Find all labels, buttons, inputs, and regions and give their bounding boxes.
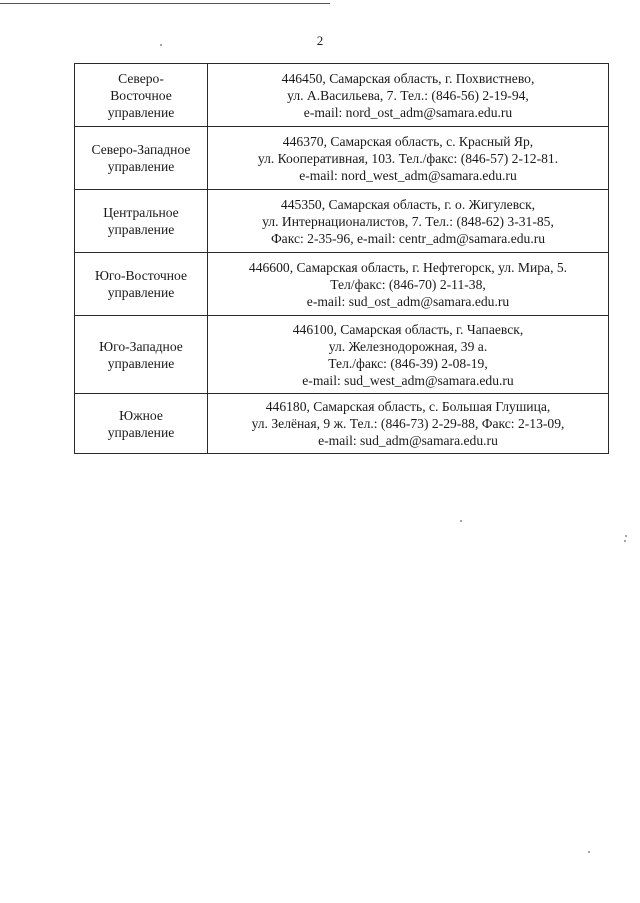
table-row — [75, 394, 609, 454]
contact-line: e-mail: sud_west_adm@samara.edu.ru — [302, 372, 514, 388]
scan-speck — [624, 540, 626, 542]
department-name-cell — [75, 127, 208, 190]
contact-line: e-mail: nord_ost_adm@samara.edu.ru — [303, 104, 513, 120]
contact-line: 446370, Самарская область, с. Красный Яр, — [282, 133, 534, 149]
department-name-line: управление — [107, 222, 175, 237]
scan-speck — [588, 851, 590, 853]
scan-top-line — [0, 3, 330, 4]
department-name-cell — [75, 253, 208, 316]
department-name-line: управление — [107, 285, 175, 300]
scan-speck — [160, 44, 162, 46]
contact-line: ул. А.Васильева, 7. Тел.: (846-56) 2-19-94, — [287, 87, 529, 103]
contact-line: Тел/факс: (846-70) 2-11-38, — [330, 276, 486, 292]
contact-info-cell — [208, 394, 609, 454]
contact-line: e-mail: sud_adm@samara.edu.ru — [318, 433, 498, 448]
department-name-line: Южное — [119, 407, 163, 423]
scan-speck — [460, 520, 462, 522]
department-name-cell — [75, 64, 208, 127]
contact-info-cell — [208, 316, 609, 394]
contact-line: 445350, Самарская область, г. о. Жигулевск, — [280, 196, 536, 212]
department-name-line: Восточное — [110, 87, 172, 103]
table-row — [75, 190, 609, 253]
department-name-line: Юго-Восточное — [94, 268, 188, 283]
page-number: 2 — [316, 33, 324, 48]
contact-line: Факс: 2-35-96, e-mail: centr_adm@samara.edu.ru — [270, 230, 546, 246]
department-name-cell — [75, 190, 208, 253]
contact-line: 446600, Самарская область, г. Нефтегорск, ул. Мира, 5. — [248, 259, 568, 275]
contact-line: e-mail: sud_ost_adm@samara.edu.ru — [306, 293, 510, 309]
scan-speck — [625, 535, 627, 537]
contact-line: ул. Железнодорожная, 39 а. — [328, 338, 488, 354]
contact-line: 446180, Самарская область, с. Большая Глушица, — [265, 399, 551, 414]
table-row — [75, 253, 609, 316]
department-name-line: Юго-Западное — [99, 338, 183, 354]
department-name-line: управление — [107, 424, 175, 440]
contact-line: ул. Зелёная, 9 ж. Тел.: (846-73) 2-29-88, Факс: 2-13-09, — [251, 416, 565, 431]
contacts-table — [74, 63, 609, 454]
department-name-cell — [75, 316, 208, 394]
contact-line: ул. Кооперативная, 103. Тел./факс: (846-57) 2-12-81. — [257, 150, 559, 166]
contact-line: e-mail: nord_west_adm@samara.edu.ru — [299, 167, 517, 183]
contact-line: Тел./факс: (846-39) 2-08-19, — [328, 355, 488, 371]
department-name-line: Северо-Западное — [91, 142, 191, 157]
department-name-cell — [75, 394, 208, 454]
contact-info-cell — [208, 64, 609, 127]
contact-info-cell — [208, 127, 609, 190]
contact-info-cell — [208, 190, 609, 253]
department-name-line: Центральное — [103, 205, 179, 220]
contact-line: 446100, Самарская область, г. Чапаевск, — [292, 321, 524, 337]
table-row — [75, 316, 609, 394]
department-name-line: Северо- — [118, 70, 164, 86]
department-name-line: управление — [107, 355, 175, 371]
contact-line: ул. Интернационалистов, 7. Тел.: (848-62) 3-31-85, — [262, 213, 554, 229]
table-row — [75, 64, 609, 127]
department-name-line: управление — [107, 159, 175, 174]
department-name-line: управление — [107, 104, 175, 120]
table-row — [75, 127, 609, 190]
contact-info-cell — [208, 253, 609, 316]
contact-line: 446450, Самарская область, г. Похвистнево, — [281, 70, 535, 86]
